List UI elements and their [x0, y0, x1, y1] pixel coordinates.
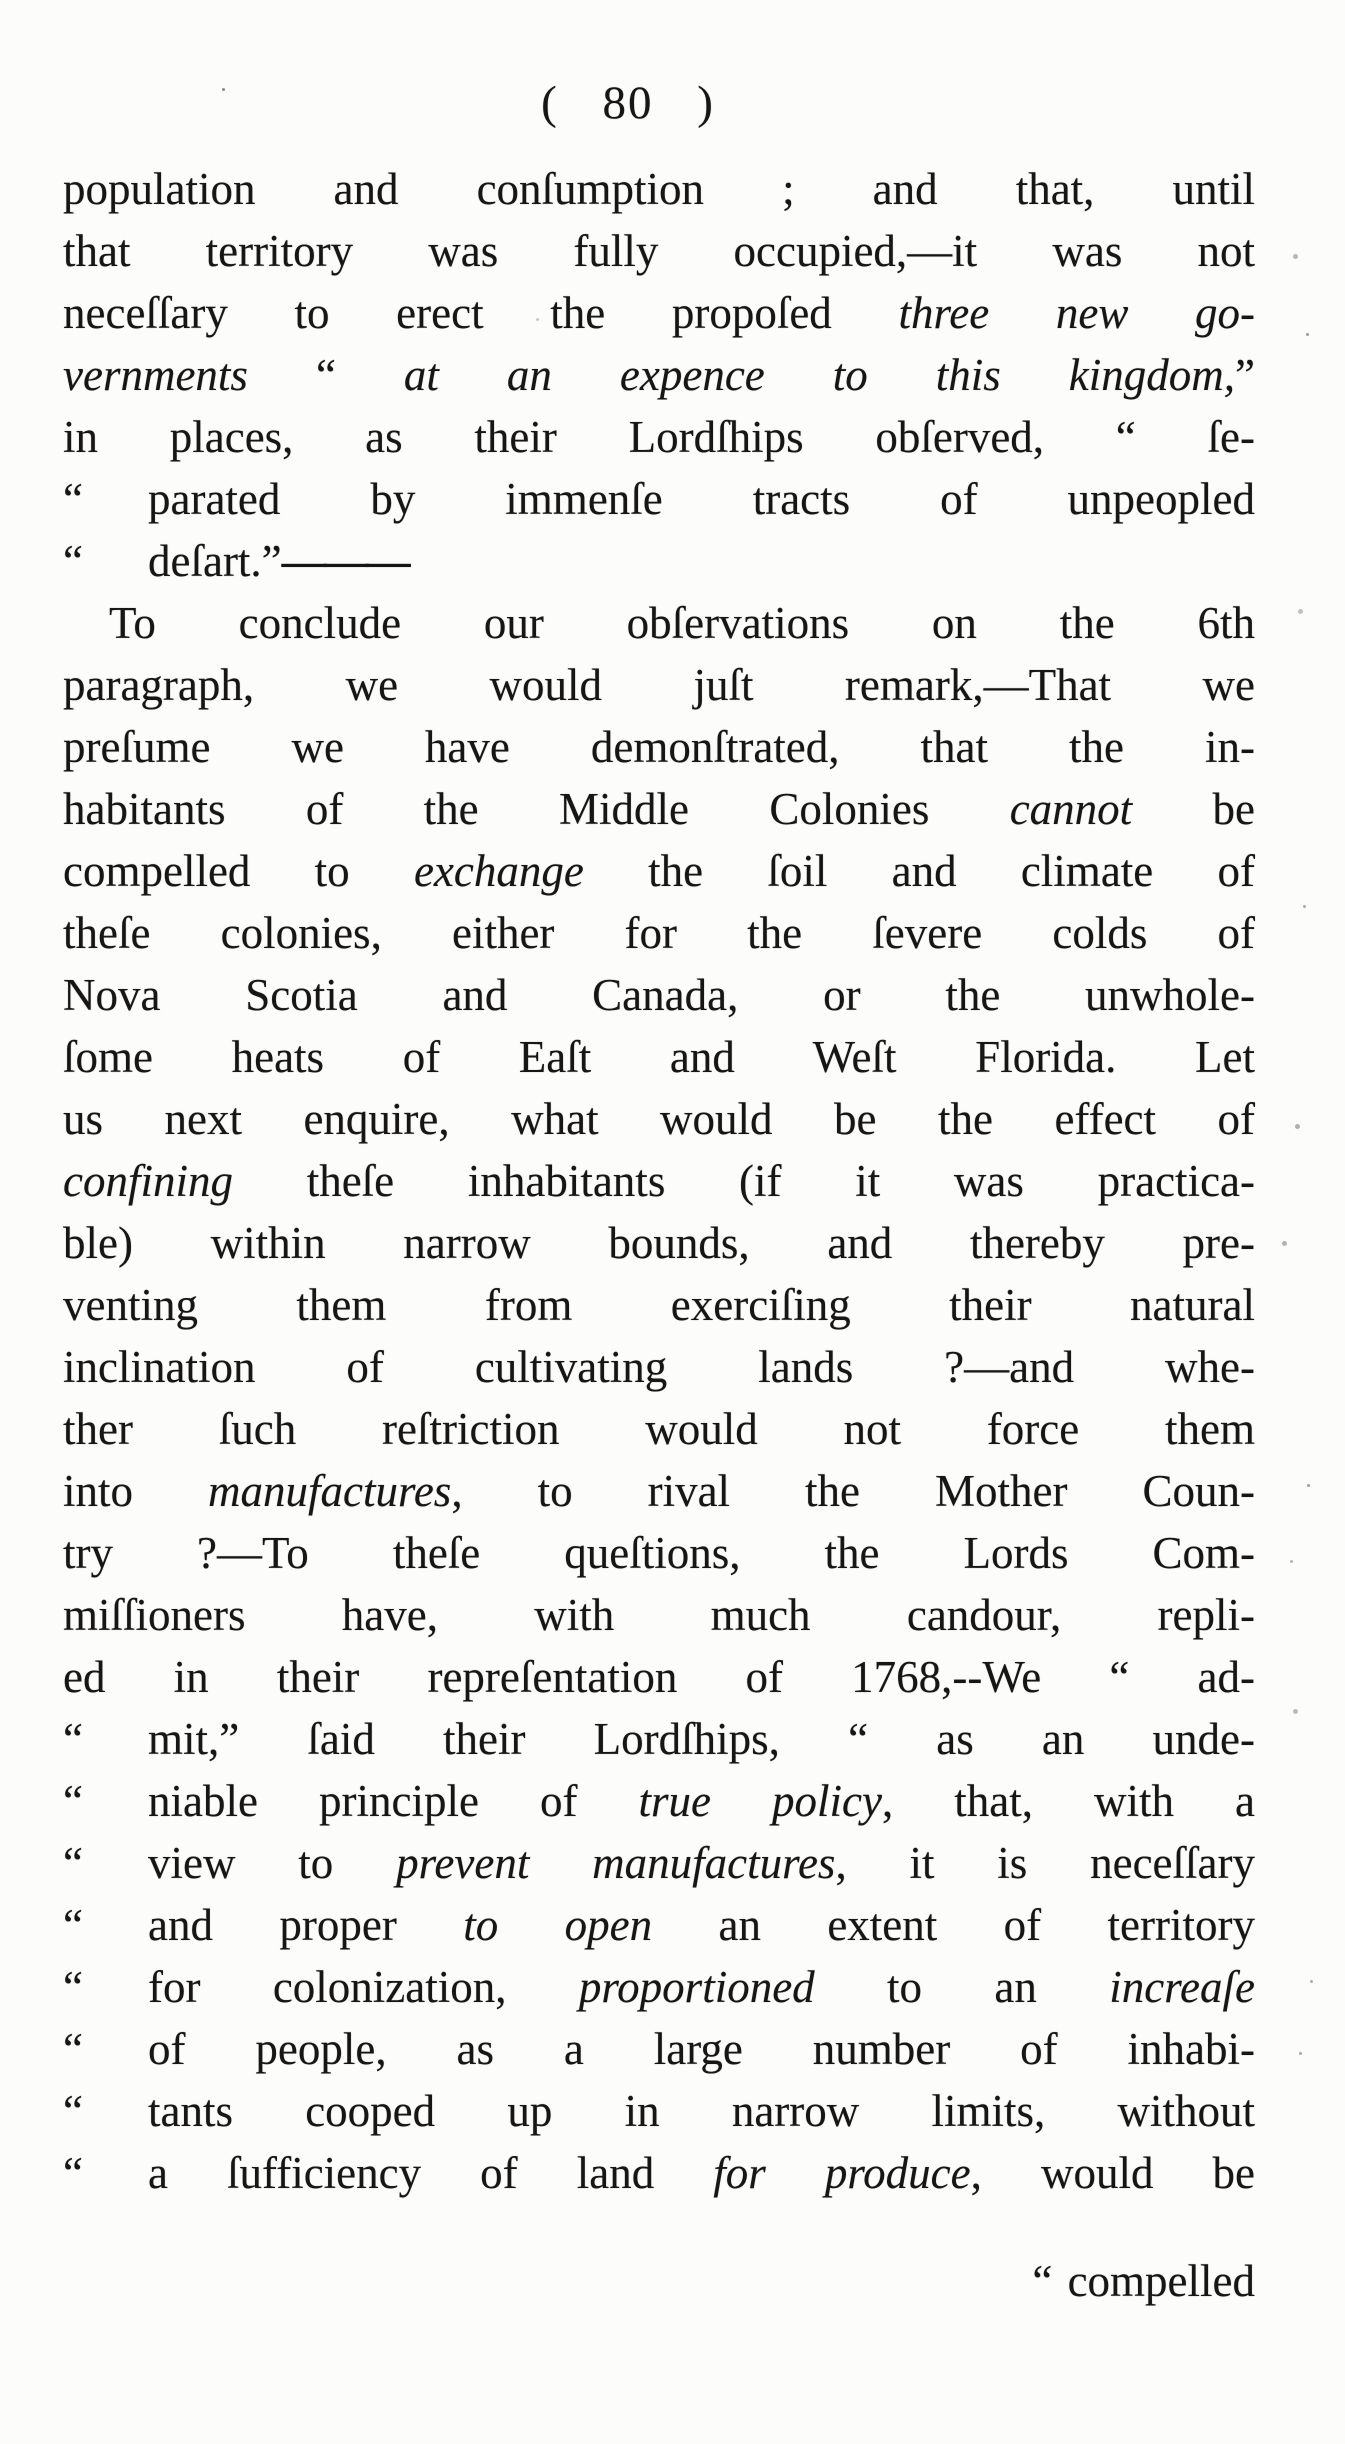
text-line	[63, 654, 1255, 716]
text-line	[63, 716, 1255, 778]
hanging-quote-mark: “	[63, 474, 83, 524]
hanging-quote-mark: “	[63, 1838, 83, 1888]
text-segment: us next enquire, what would be the effect of	[63, 1094, 1255, 1144]
text-segment: into	[63, 1466, 209, 1516]
text-segment: ”	[1235, 350, 1255, 400]
text-segment: inclination of cultivating lands ?—and whe-	[63, 1342, 1255, 1392]
text-segment: preſume we have demonſtrated, that the in-	[63, 722, 1255, 772]
text-line	[63, 1584, 1255, 1646]
text-line	[63, 530, 1255, 592]
hanging-quote-mark: “	[63, 2148, 83, 2198]
text-segment: theſe colonies, either for the ſevere colds of	[63, 908, 1255, 958]
text-segment: view to	[148, 1838, 397, 1888]
rule-dash: ———	[281, 536, 408, 586]
text-line	[63, 406, 1255, 468]
text-segment: at an expence to this kingdom,	[403, 350, 1235, 400]
hanging-quote-mark: “	[63, 536, 83, 586]
text-segment: three new go-	[898, 288, 1256, 338]
text-segment: for produce	[713, 2148, 971, 2198]
text-line	[63, 1398, 1255, 1460]
text-segment: population and conſumption ; and that, until	[63, 164, 1255, 214]
hanging-quote-mark: “	[63, 1962, 83, 2012]
text-segment: deſart.”	[148, 536, 282, 586]
hanging-quote-mark: “	[63, 2024, 83, 2074]
scan-speckles	[0, 0, 3, 3]
text-segment: in places, as their Lordſhips obſerved, “ ſe-	[63, 412, 1255, 462]
text-segment: theſe inhabitants (if it was practica-	[232, 1156, 1255, 1206]
text-line	[63, 1894, 1255, 1956]
text-block	[63, 158, 1255, 2312]
hanging-quote-mark: “	[63, 1714, 83, 1764]
text-segment: , that, with a	[881, 1776, 1255, 1826]
text-segment: Nova Scotia and Canada, or the unwhole-	[63, 970, 1255, 1020]
text-line	[63, 1708, 1255, 1770]
text-segment: ed in their repreſentation of 1768,--We “ ad-	[63, 1652, 1255, 1702]
text-segment: vernments	[63, 350, 248, 400]
text-segment: venting them from exerciſing their natural	[63, 1280, 1255, 1330]
text-segment: be	[1132, 784, 1255, 834]
text-segment: exchange	[413, 846, 584, 896]
text-segment: prevent manufactures	[396, 1838, 836, 1888]
text-line	[63, 1088, 1255, 1150]
text-line	[63, 158, 1255, 220]
text-line	[63, 1770, 1255, 1832]
text-segment: paragraph, we would juſt remark,—That we	[63, 660, 1255, 710]
text-line	[63, 964, 1255, 1026]
text-segment: to open	[463, 1900, 653, 1950]
text-segment: parated by immenſe tracts of unpeopled	[148, 474, 1255, 524]
text-segment: niable principle of	[148, 1776, 639, 1826]
text-line	[63, 1832, 1255, 1894]
text-segment: habitants of the Middle Colonies	[63, 784, 1010, 834]
text-segment: and proper	[148, 1900, 464, 1950]
text-segment: To conclude our obſervations on the 6th	[109, 598, 1255, 648]
text-line	[63, 1150, 1255, 1212]
text-line	[63, 1460, 1255, 1522]
text-segment: that territory was fully occupied,—it was not	[63, 226, 1255, 276]
text-segment: cannot	[1009, 784, 1133, 834]
text-line	[63, 2080, 1255, 2142]
text-segment: ther ſuch reſtriction would not force them	[63, 1404, 1255, 1454]
text-line	[63, 1212, 1255, 1274]
text-segment: , to rival the Mother Coun-	[451, 1466, 1255, 1516]
text-segment: confining	[63, 1156, 233, 1206]
text-line	[63, 1026, 1255, 1088]
text-segment: manufactures	[208, 1466, 452, 1516]
page-number: ( 80 )	[541, 77, 715, 129]
text-segment: the ſoil and climate of	[583, 846, 1256, 896]
text-segment: “	[247, 350, 404, 400]
text-line	[63, 282, 1255, 344]
text-line	[63, 468, 1255, 530]
text-segment: of people, as a large number of inhabi-	[148, 2024, 1255, 2074]
text-segment: ſome heats of Eaſt and Weſt Florida. Let	[63, 1032, 1255, 1082]
text-line	[63, 1274, 1255, 1336]
text-segment: miſſioners have, with much candour, repli-	[63, 1590, 1255, 1640]
text-segment: an extent of territory	[652, 1900, 1255, 1950]
text-line	[63, 902, 1255, 964]
text-segment: to an	[814, 1962, 1110, 2012]
hanging-quote-mark: “	[63, 1776, 83, 1826]
text-line	[63, 778, 1255, 840]
text-segment: neceſſary to erect the propoſed	[63, 288, 899, 338]
text-line	[63, 2142, 1255, 2204]
hanging-quote-mark: “	[63, 2086, 83, 2136]
text-segment: mit,” ſaid their Lordſhips, “ as an unde-	[148, 1714, 1255, 1764]
text-line	[63, 344, 1255, 406]
hanging-quote-mark: “	[63, 1900, 83, 1950]
text-segment: proportioned	[578, 1962, 815, 2012]
text-segment: a ſufficiency of land	[148, 2148, 714, 2198]
text-segment: , it is neceſſary	[835, 1838, 1255, 1888]
text-segment: , would be	[970, 2148, 1255, 2198]
text-line	[63, 1646, 1255, 1708]
text-line	[63, 1522, 1255, 1584]
text-line	[63, 840, 1255, 902]
text-segment: compelled to	[63, 846, 414, 896]
text-line	[63, 220, 1255, 282]
text-segment: “ compelled	[1032, 2256, 1255, 2306]
text-line	[63, 2018, 1255, 2080]
text-segment: tants cooped up in narrow limits, without	[148, 2086, 1255, 2136]
text-line	[63, 592, 1255, 654]
text-segment: ble) within narrow bounds, and thereby pre-	[63, 1218, 1255, 1268]
text-line	[63, 1956, 1255, 2018]
text-segment: increaſe	[1109, 1962, 1255, 2012]
text-segment: try ?—To theſe queſtions, the Lords Com-	[63, 1528, 1255, 1578]
text-segment: true policy	[638, 1776, 882, 1826]
text-line	[63, 1336, 1255, 1398]
text-line	[63, 2250, 1255, 2312]
text-segment: for colonization,	[148, 1962, 579, 2012]
